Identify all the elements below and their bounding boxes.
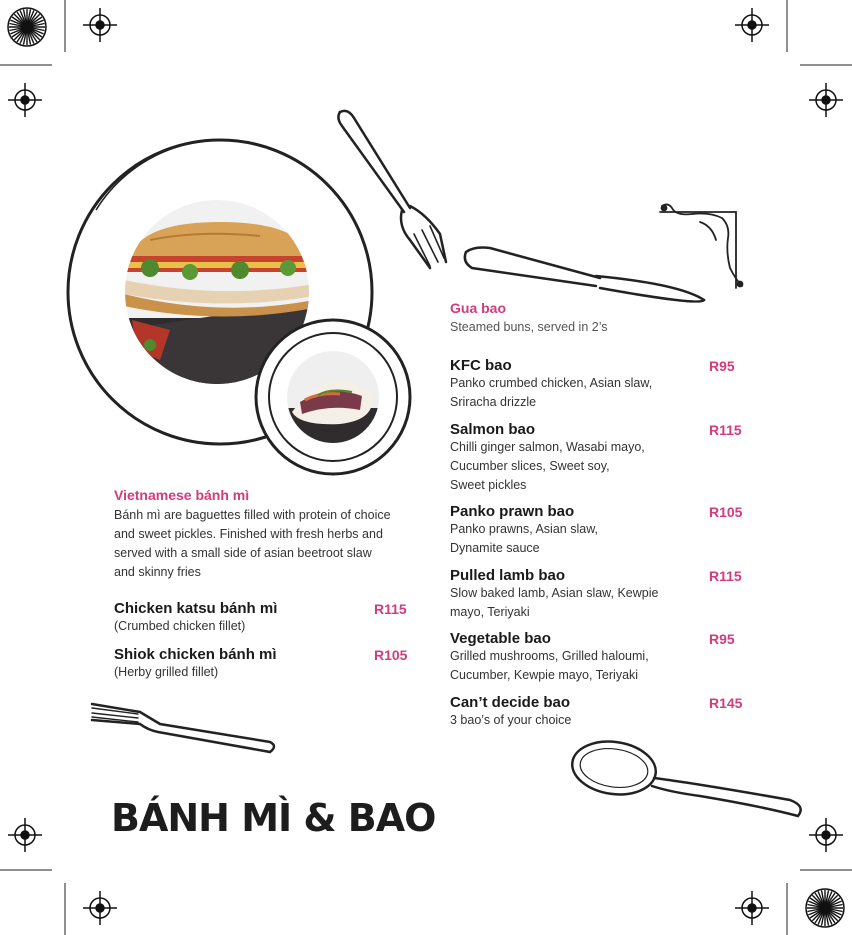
registration-mark-icon (8, 83, 42, 117)
menu-item (450, 421, 750, 495)
item-description-line: Slow baked lamb, Asian slaw, Kewpie (450, 586, 659, 600)
item-price: R115 (709, 568, 742, 584)
item-description-line: 3 bao’s of your choice (450, 713, 572, 727)
menu-item (114, 600, 414, 636)
item-description: (Herby grilled fillet) (114, 665, 219, 679)
item-name: Chicken katsu bánh mì (114, 600, 278, 617)
item-name: Panko prawn bao (450, 503, 575, 520)
item-name: KFC bao (450, 357, 512, 374)
corner-ornament-icon (660, 204, 743, 288)
item-description-line: Sweet pickles (450, 478, 527, 492)
banh-mi-description (114, 506, 414, 582)
fork-icon (338, 111, 446, 268)
gua-bao-subtitle: Steamed buns, served in 2’s (450, 320, 608, 334)
item-description-line: Dynamite sauce (450, 541, 540, 555)
item-name: Can’t decide bao (450, 694, 571, 711)
starburst-icon (806, 889, 844, 927)
fork-icon (92, 704, 274, 752)
item-name: Vegetable bao (450, 630, 551, 647)
item-description-line: Panko prawns, Asian slaw, (450, 522, 598, 536)
item-price: R145 (709, 695, 743, 711)
registration-mark-icon (735, 891, 769, 925)
menu-item (450, 630, 750, 685)
item-description-line: Panko crumbed chicken, Asian slaw, (450, 376, 653, 390)
description-line: served with a small side of asian beetroot slaw (114, 546, 372, 560)
description-line: Bánh mì are baguettes filled with protein of choice (114, 508, 391, 522)
menu-item (450, 503, 750, 558)
registration-mark-icon (735, 8, 769, 42)
starburst-icon (8, 8, 46, 46)
description-line: and sweet pickles. Finished with fresh herbs and (114, 527, 383, 541)
registration-mark-icon (809, 83, 843, 117)
spoon-icon (569, 736, 801, 816)
item-price: R105 (709, 504, 743, 520)
gua-bao-section-title: Gua bao (450, 300, 507, 316)
registration-mark-icon (83, 891, 117, 925)
item-name: Pulled lamb bao (450, 567, 566, 584)
item-description-line: Sriracha drizzle (450, 395, 537, 409)
item-price: R95 (709, 358, 735, 374)
menu-item (450, 357, 750, 412)
registration-mark-icon (83, 8, 117, 42)
knife-icon (465, 248, 704, 302)
banh-mi-section-title: Vietnamese bánh mì (114, 487, 250, 503)
page-title: BÁNH MÌ & BAO (111, 796, 436, 840)
item-description: (Crumbed chicken fillet) (114, 619, 246, 633)
description-line: and skinny fries (114, 565, 201, 579)
registration-mark-icon (8, 818, 42, 852)
registration-mark-icon (809, 818, 843, 852)
item-description-line: Chilli ginger salmon, Wasabi mayo, (450, 440, 645, 454)
menu-item (114, 646, 414, 682)
item-description-line: Cucumber, Kewpie mayo, Teriyaki (450, 668, 639, 682)
item-name: Salmon bao (450, 421, 536, 438)
menu-item (450, 567, 750, 622)
item-description-line: Grilled mushrooms, Grilled haloumi, (450, 649, 649, 663)
item-description-line: mayo, Teriyaki (450, 605, 530, 619)
item-price: R95 (709, 631, 735, 647)
item-price: R105 (374, 647, 408, 663)
item-description-line: Cucumber slices, Sweet soy, (450, 459, 610, 473)
item-price: R115 (374, 601, 407, 617)
menu-item (450, 694, 750, 730)
item-price: R115 (709, 422, 742, 438)
item-name: Shiok chicken bánh mì (114, 646, 277, 663)
